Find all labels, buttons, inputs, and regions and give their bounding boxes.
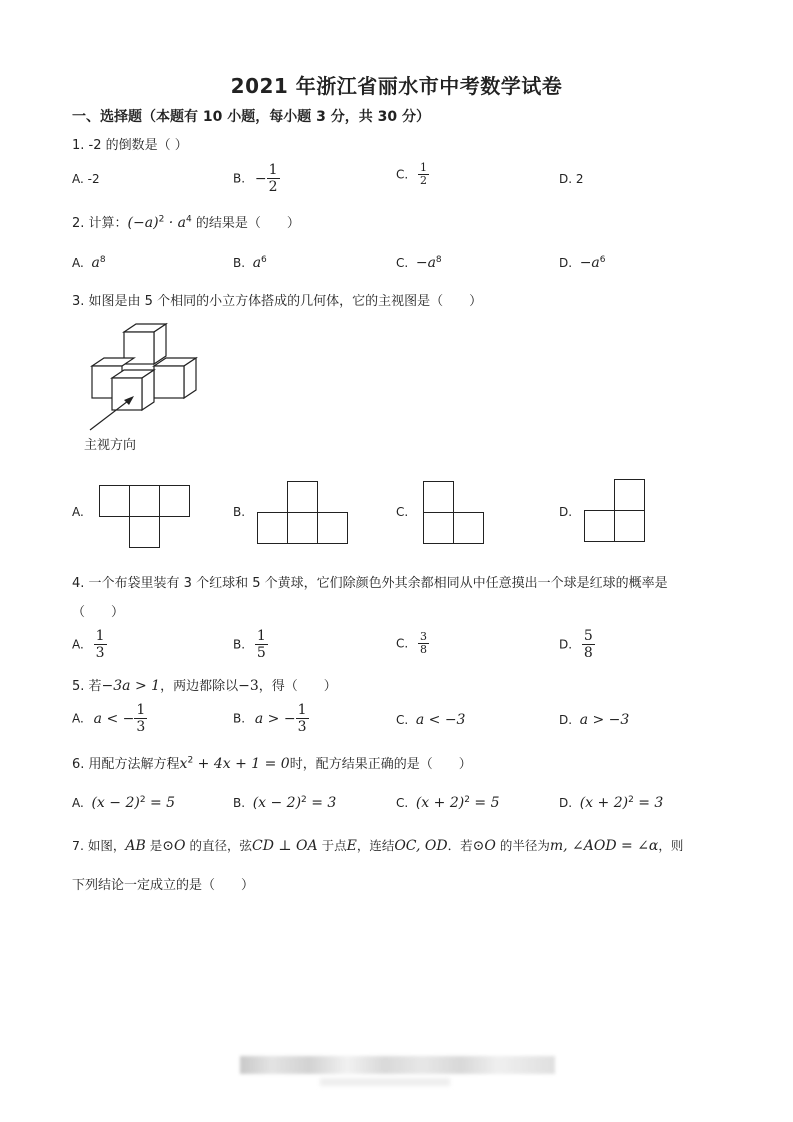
q3-view-label: 主视方向 [84, 438, 137, 453]
q3-option-a-figure[interactable] [99, 485, 191, 549]
view-direction-arrow [90, 398, 132, 430]
q3-option-c-label[interactable]: C. [396, 505, 409, 519]
q6-stem: 6. 用配方法解方程$x^2 + 4x + 1 = 0$时，配方结果正确的是（ ） [72, 755, 472, 772]
q7-stem-line2: 下列结论一定成立的是（ ） [72, 878, 255, 893]
q2-option-a[interactable]: A. $a^8$ [72, 255, 106, 271]
q6-option-d[interactable]: D. $(x + 2)^2 = 3$ [559, 795, 664, 811]
q2-stem: 2. 计算：$(-a)^2 \cdot a^4$ 的结果是（ ） [72, 214, 300, 231]
page-title: 2021 年浙江省丽水市中考数学试卷 [230, 74, 563, 98]
q7-stem: 7. 如图，AB 是⊙O 的直径，弦CD ⊥ OA 于点E，连结OC, OD．若⊙O 的半径为m, ∠AOD = ∠α，则 [72, 838, 684, 854]
q4-option-c[interactable]: C. $\frac{3}{8}$ [396, 630, 428, 656]
q4-stem: 4. 一个布袋里装有 3 个红球和 5 个黄球，它们除颜色外其余都相同从中任意摸出一个球是红球的概率是 [72, 576, 668, 591]
q6-option-a[interactable]: A. $(x - 2)^2 = 5$ [72, 795, 176, 811]
q1-option-c[interactable]: C. $\frac{1}{2}$ [396, 161, 428, 187]
q3-stem: 3. 如图是由 5 个相同的小立方体搭成的几何体，它的主视图是（ ） [72, 294, 483, 309]
q5-option-c[interactable]: C. a < −3 [396, 712, 466, 728]
q3-option-c-figure[interactable] [423, 481, 485, 545]
q6-option-b[interactable]: B. $(x - 2)^2 = 3$ [233, 795, 337, 811]
q4-option-b[interactable]: B. $\frac{1}{5}$ [233, 628, 266, 661]
q3-option-d-figure[interactable] [584, 479, 646, 543]
q1-stem: 1. -2 的倒数是（ ） [72, 138, 188, 153]
q4-option-a[interactable]: A. $\frac{1}{3}$ [72, 628, 105, 661]
q6-option-c[interactable]: C. $(x + 2)^2 = 5$ [396, 795, 500, 811]
q3-option-d-label[interactable]: D. [559, 505, 573, 519]
q5-option-b[interactable]: B. a > − $\frac{1}{3}$ [233, 702, 307, 735]
blurred-footer-watermark-2 [320, 1078, 450, 1086]
q3-option-b-label[interactable]: B. [233, 505, 246, 519]
q3-option-a-label[interactable]: A. [72, 505, 84, 519]
q4-option-d[interactable]: D. $\frac{5}{8}$ [559, 628, 593, 661]
blurred-footer-watermark [240, 1056, 555, 1074]
q5-option-a[interactable]: A. a < − $\frac{1}{3}$ [72, 702, 146, 735]
q1-option-a[interactable]: A. -2 [72, 172, 100, 186]
q4-stem-blank: （ ） [72, 605, 125, 620]
q2-option-b[interactable]: B. $a^6$ [233, 255, 267, 271]
q3-option-b-figure[interactable] [257, 481, 349, 545]
section-heading: 一、选择题（本题有 10 小题，每小题 3 分，共 30 分） [72, 109, 430, 125]
q5-stem: 5. 若−3a > 1，两边都除以−3，得（ ） [72, 678, 337, 694]
q3-cube-figure [80, 322, 210, 432]
q5-option-d[interactable]: D. a > −3 [559, 712, 630, 728]
q2-option-d[interactable]: D. $-a^6$ [559, 255, 606, 271]
q1-option-b[interactable]: B. − $\frac{1}{2}$ [233, 162, 278, 195]
q2-option-c[interactable]: C. $-a^8$ [396, 255, 442, 271]
q1-option-d[interactable]: D. 2 [559, 172, 584, 186]
